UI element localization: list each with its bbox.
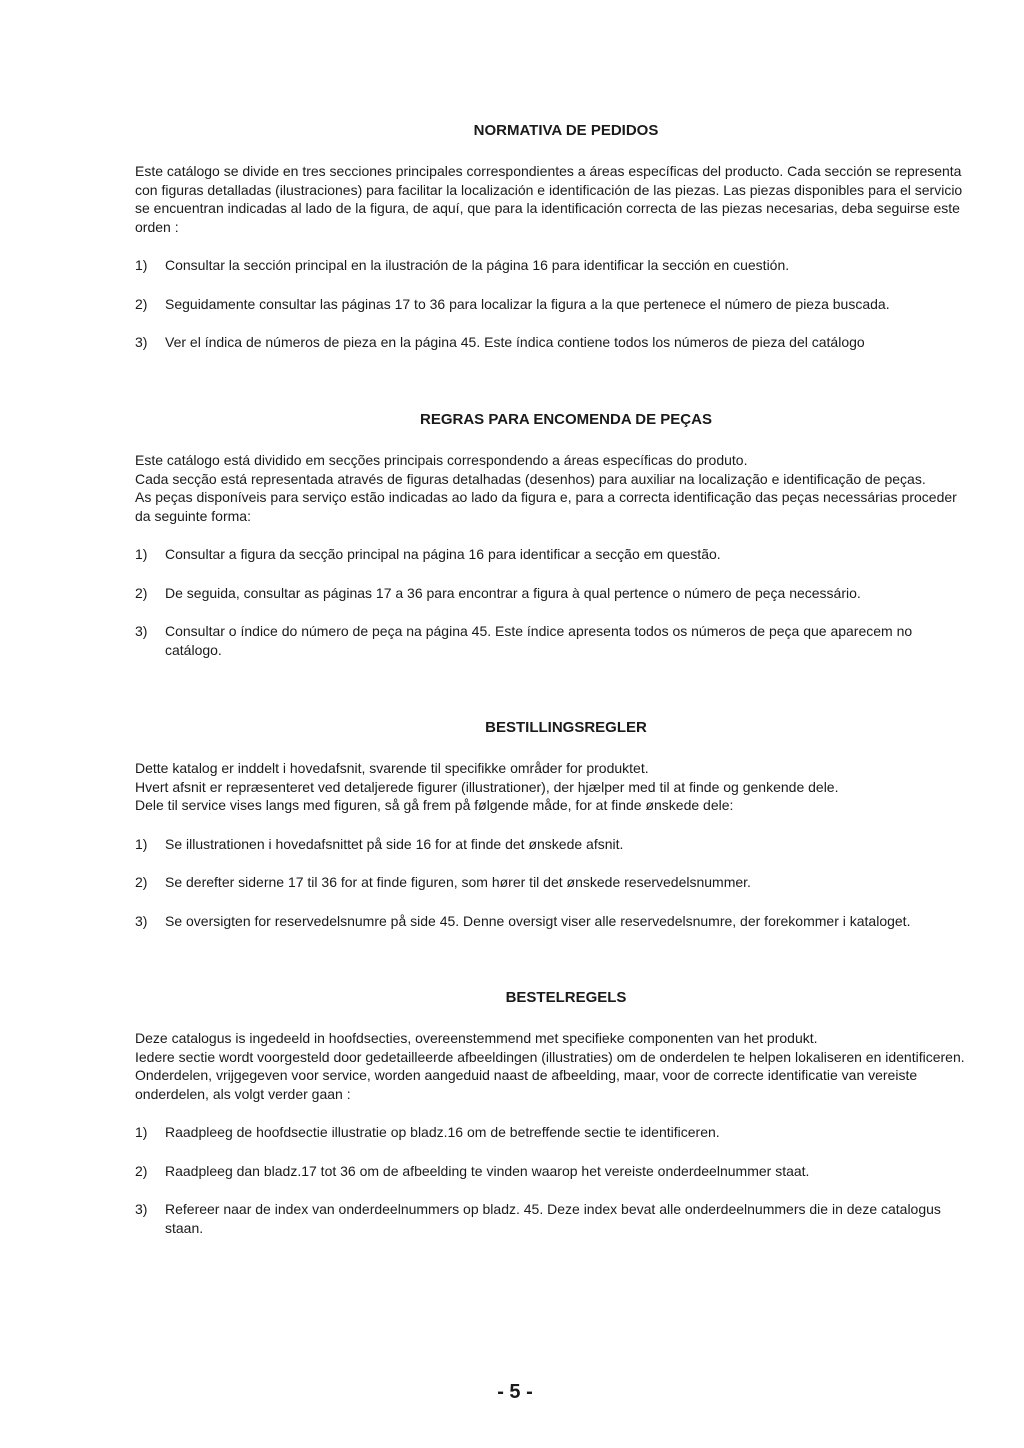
step-text: Refereer naar de index van onderdeelnummers op bladz. 45. Deze index bevat alle onderdeelnummers die in deze catalogus staan.: [165, 1201, 941, 1236]
step-list: [135, 256, 965, 352]
step-number: 2): [135, 874, 148, 890]
intro-line: Dele til service vises langs med figuren, så gå frem på følgende måde, for at finde ønskede dele:: [135, 797, 734, 813]
step-item: [135, 1123, 965, 1142]
step-item: [135, 873, 965, 892]
step-number: 3): [135, 623, 148, 639]
step-text: De seguida, consultar as páginas 17 a 36 para encontrar a figura à qual pertence o número de peça necessário.: [165, 584, 861, 601]
step-list: [135, 1123, 965, 1237]
section-heading: NORMATIVA DE PEDIDOS: [473, 122, 659, 139]
step-item: [135, 333, 965, 352]
section-danish: [135, 719, 965, 950]
section-intro: [135, 1029, 965, 1103]
step-list: [135, 835, 965, 931]
step-item: [135, 295, 965, 314]
step-number: 3): [135, 912, 148, 929]
step-text: Consultar la sección principal en la ilustración de la página 16 para identificar la sección en cuestión.: [165, 257, 790, 273]
step-item: [135, 912, 965, 931]
step-item: [135, 622, 965, 659]
step-number: 1): [135, 1124, 148, 1140]
step-number: 2): [135, 584, 148, 601]
intro-line: As peças disponíveis para serviço estão indicadas ao lado da figura e, para a correcta identificação das peças necessárias proceder da seguinte forma:: [135, 489, 957, 524]
section-dutch: [135, 989, 965, 1257]
step-item: [135, 1200, 965, 1237]
step-item: [135, 1162, 965, 1181]
step-text: Seguidamente consultar las páginas 17 to 36 para localizar la figura a la que pertenece el número de pieza buscada.: [165, 295, 890, 312]
section-intro: [135, 162, 965, 236]
step-item: [135, 584, 965, 603]
intro-line: Iedere sectie wordt voorgesteld door gedetailleerde afbeeldingen (illustraties) om de onderdelen te helpen lokaliseren en identificeren.: [135, 1048, 965, 1065]
step-text: Se oversigten for reservedelsnumre på side 45. Denne oversigt viser alle reservedelsnumre, der forekommer i kataloget.: [165, 912, 911, 929]
intro-line: Dette katalog er inddelt i hovedafsnit, svarende til specifikke områder for produktet.: [135, 760, 649, 776]
step-number: 1): [135, 835, 148, 852]
step-number: 2): [135, 295, 148, 312]
section-intro: [135, 759, 965, 815]
step-item: [135, 835, 965, 854]
section-heading: BESTILLINGSREGLER: [485, 719, 647, 736]
step-text: Raadpleeg de hoofdsectie illustratie op bladz.16 om de betreffende sectie te identificeren.: [165, 1124, 720, 1140]
step-text: Ver el índica de números de pieza en la página 45. Este índica contiene todos los números de pieza del catálogo: [165, 334, 865, 350]
intro-line: Este catálogo se divide en tres secciones principales correspondientes a áreas específicas del producto. Cada sección se representa con figuras detalladas (ilustraciones) para facilitar la localización e identificación de las piezas. Las piezas disponibles para el servicio se encuentran indicadas al lado de la figura, de aquí, que para la identificación correcta de las piezas necesarias, deba seguirse este orden :: [135, 163, 963, 235]
step-text: Se derefter siderne 17 til 36 for at finde figuren, som hører til det ønskede reservedelsnummer.: [165, 874, 751, 890]
step-number: 3): [135, 334, 148, 350]
section-portuguese: [135, 411, 965, 679]
section-heading: REGRAS PARA ENCOMENDA DE PEÇAS: [420, 411, 712, 428]
step-text: Raadpleeg dan bladz.17 tot 36 om de afbeelding te vinden waarop het vereiste onderdeelnummer staat.: [165, 1162, 810, 1179]
intro-line: Hvert afsnit er repræsenteret ved detaljerede figurer (illustrationer), der hjælper med til at finde og genkende dele.: [135, 778, 839, 795]
step-number: 1): [135, 257, 148, 273]
step-item: [135, 256, 965, 275]
intro-line: Cada secção está representada através de figuras detalhadas (desenhos) para auxiliar na localização e identificação de peças.: [135, 470, 926, 487]
step-text: Consultar a figura da secção principal na página 16 para identificar a secção em questão.: [165, 546, 721, 562]
intro-line: Este catálogo está dividido em secções principais correspondendo a áreas específicas do produto.: [135, 452, 748, 468]
step-item: [135, 545, 965, 564]
step-number: 1): [135, 546, 148, 562]
intro-line: Deze catalogus is ingedeeld in hoofdsecties, overeenstemmend met specifieke componenten van het produkt.: [135, 1030, 818, 1046]
intro-line: Onderdelen, vrijgegeven voor service, worden aangeduid naast de afbeelding, maar, voor de correcte identificatie van vereiste onderdelen, als volgt verder gaan :: [135, 1067, 918, 1102]
page-number: - 5 -: [497, 1381, 533, 1403]
section-intro: [135, 451, 965, 525]
step-text: Consultar o índice do número de peça na página 45. Este índice apresenta todos os números de peça que aparecem no catálogo.: [165, 623, 913, 658]
step-list: [135, 545, 965, 659]
step-number: 3): [135, 1201, 148, 1217]
step-number: 2): [135, 1162, 148, 1179]
section-spanish: [135, 122, 965, 372]
section-heading: BESTELREGELS: [505, 989, 627, 1006]
step-text: Se illustrationen i hovedafsnittet på side 16 for at finde det ønskede afsnit.: [165, 835, 624, 852]
